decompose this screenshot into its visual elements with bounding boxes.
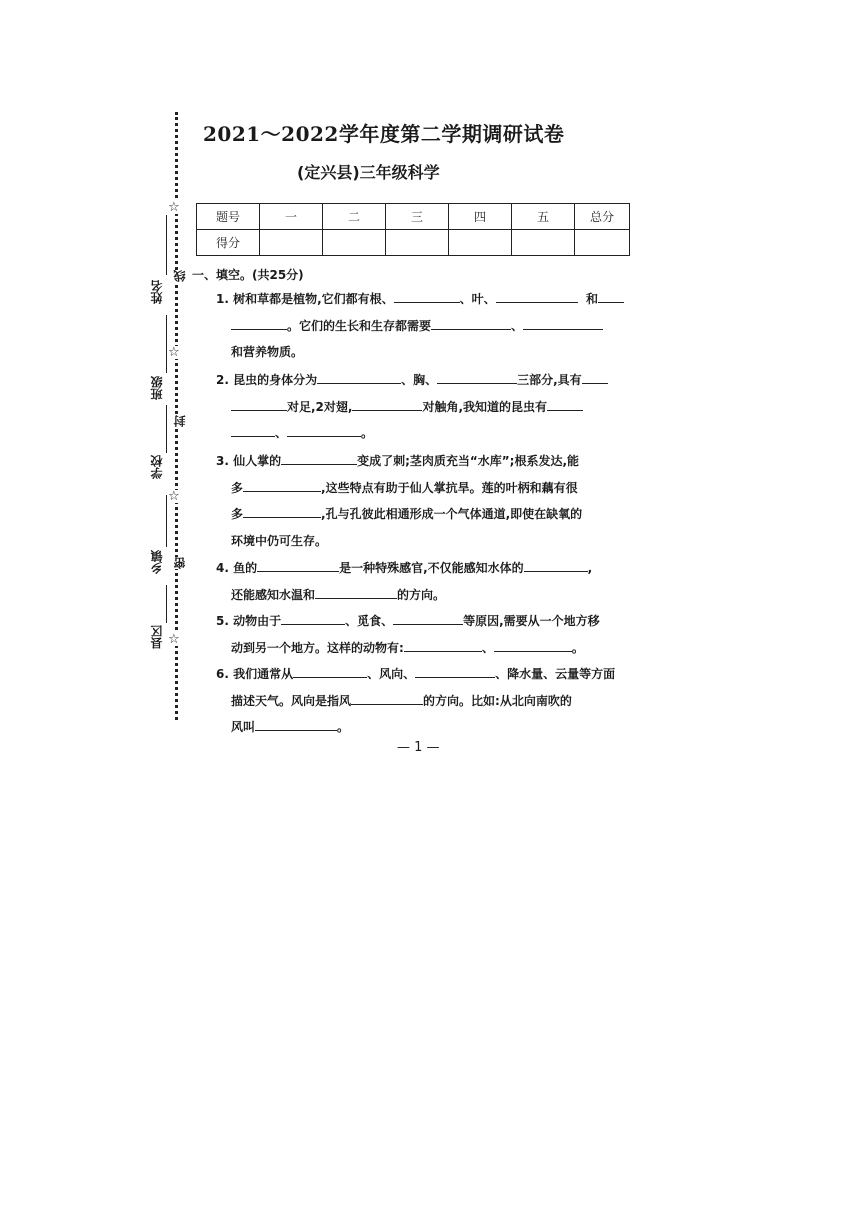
table-cell: 五 xyxy=(512,204,575,230)
answer-blank[interactable] xyxy=(231,315,287,330)
score-table-header-row xyxy=(197,204,630,230)
question-text: 、叶、 xyxy=(459,292,496,306)
answer-blank[interactable] xyxy=(404,637,482,652)
table-cell: 一 xyxy=(260,204,323,230)
school-label: 学校 xyxy=(150,455,164,479)
question-4 xyxy=(216,555,632,608)
answer-blank[interactable] xyxy=(243,503,321,518)
question-text: 2. 昆虫的身体分为 xyxy=(216,373,318,387)
answer-blank[interactable] xyxy=(231,396,287,411)
question-text: 、降水量、云量等方面 xyxy=(495,667,616,681)
seal-char-mi: 密 xyxy=(173,557,187,569)
star-icon: ☆ xyxy=(168,345,180,360)
table-cell: 二 xyxy=(323,204,386,230)
question-text: 4. 鱼的 xyxy=(216,561,258,575)
question-text: 。它们的生长和生存都需要 xyxy=(287,318,432,333)
score-cell[interactable] xyxy=(449,230,512,256)
exam-title: 2021～2022学年度第二学期调研试卷 xyxy=(203,122,565,146)
question-text: 多 xyxy=(231,480,244,495)
answer-blank[interactable] xyxy=(281,610,345,625)
score-cell[interactable] xyxy=(512,230,575,256)
score-cell[interactable] xyxy=(575,230,630,256)
question-1 xyxy=(216,286,632,366)
class-field[interactable] xyxy=(166,315,167,373)
answer-blank[interactable] xyxy=(394,288,460,303)
question-text: 3. 仙人掌的 xyxy=(216,454,282,468)
answer-blank[interactable] xyxy=(287,422,361,437)
answer-blank[interactable] xyxy=(257,557,339,572)
county-field[interactable] xyxy=(166,585,167,623)
answer-blank[interactable] xyxy=(582,369,608,384)
question-text: 。 xyxy=(361,426,374,440)
answer-blank[interactable] xyxy=(317,369,401,384)
exam-subtitle: (定兴县)三年级科学 xyxy=(297,163,440,182)
table-cell: 三 xyxy=(386,204,449,230)
question-text: 动到另一个地方。这样的动物有: xyxy=(231,640,404,655)
star-icon: ☆ xyxy=(168,632,180,647)
question-text: 风叫 xyxy=(231,720,256,734)
table-cell: 题号 xyxy=(197,204,260,230)
answer-blank[interactable] xyxy=(351,690,423,705)
question-text: 、 xyxy=(511,318,524,333)
answer-blank[interactable] xyxy=(547,396,583,411)
town-field[interactable] xyxy=(166,495,167,547)
school-field[interactable] xyxy=(166,405,167,453)
score-table-score-row xyxy=(197,230,630,256)
answer-blank[interactable] xyxy=(496,288,578,303)
answer-blank[interactable] xyxy=(281,450,357,465)
answer-blank[interactable] xyxy=(523,315,603,330)
question-5 xyxy=(216,608,632,661)
star-icon: ☆ xyxy=(168,489,180,504)
answer-blank[interactable] xyxy=(494,637,572,652)
question-text: 描述天气。风向是指风 xyxy=(231,693,352,708)
question-text: 6. 我们通常从 xyxy=(216,667,294,681)
question-text: 。 xyxy=(571,640,584,655)
question-text: ,孔与孔彼此相通形成一个气体通道,即使在缺氧的 xyxy=(321,507,583,521)
score-cell[interactable] xyxy=(323,230,386,256)
question-text: 三部分,具有 xyxy=(517,373,582,387)
question-text: 、觅食、 xyxy=(345,614,394,628)
score-cell[interactable] xyxy=(260,230,323,256)
page-number: — 1 — xyxy=(397,740,440,755)
answer-blank[interactable] xyxy=(415,663,495,678)
answer-blank[interactable] xyxy=(431,315,511,330)
county-label: 县区 xyxy=(150,625,164,649)
score-cell[interactable] xyxy=(386,230,449,256)
question-text: 。 xyxy=(337,720,350,734)
question-text: 的方向。比如:从北向南吹的 xyxy=(423,693,572,708)
table-cell: 得分 xyxy=(197,230,260,256)
question-text: 、 xyxy=(275,426,288,440)
answer-blank[interactable] xyxy=(352,396,422,411)
question-6 xyxy=(216,661,632,741)
question-text: 、胸、 xyxy=(401,373,438,387)
answer-blank[interactable] xyxy=(293,663,367,678)
score-table xyxy=(196,203,630,256)
question-3 xyxy=(216,448,632,554)
name-label: 姓名 xyxy=(150,280,164,304)
answer-blank[interactable] xyxy=(231,422,275,437)
question-text: 对足,2对翅, xyxy=(287,399,353,414)
question-text: 还能感知水温和 xyxy=(231,587,316,602)
question-text: 对触角,我知道的昆虫有 xyxy=(422,399,548,414)
answer-blank[interactable] xyxy=(315,584,397,599)
class-label: 班级 xyxy=(150,376,164,400)
question-text: 和 xyxy=(586,292,599,306)
name-field[interactable] xyxy=(166,215,167,275)
question-text: ,这些特点有助于仙人掌抗旱。莲的叶柄和藕有很 xyxy=(321,480,578,495)
question-text: 变成了刺;茎肉质充当“水库”;根系发达,能 xyxy=(357,454,580,468)
question-text: 5. 动物由于 xyxy=(216,614,282,628)
answer-blank[interactable] xyxy=(255,716,337,731)
answer-blank[interactable] xyxy=(243,477,321,492)
seal-char-feng: 封 xyxy=(173,415,187,427)
table-cell: 四 xyxy=(449,204,512,230)
question-text: 多 xyxy=(231,507,244,521)
question-text: 和营养物质。 xyxy=(231,345,304,359)
answer-blank[interactable] xyxy=(524,557,588,572)
answer-blank[interactable] xyxy=(437,369,517,384)
question-text: 等原因,需要从一个地方移 xyxy=(463,614,600,628)
seal-char-xian: 线 xyxy=(173,270,187,282)
question-text: , xyxy=(587,561,593,575)
answer-blank[interactable] xyxy=(393,610,463,625)
star-icon: ☆ xyxy=(168,200,180,215)
table-cell: 总分 xyxy=(575,204,630,230)
question-text: 、风向、 xyxy=(367,667,416,681)
town-label: 乡镇 xyxy=(150,550,164,574)
question-text: 的方向。 xyxy=(397,587,446,602)
question-2 xyxy=(216,367,632,447)
question-text: 是一种特殊感官,不仅能感知水体的 xyxy=(339,561,524,575)
section-heading: 一、填空。(共25分) xyxy=(192,268,304,282)
question-text: 环境中仍可生存。 xyxy=(231,533,328,548)
answer-blank[interactable] xyxy=(598,288,624,303)
question-text: 1. 树和草都是植物,它们都有根、 xyxy=(216,292,394,306)
question-text: 、 xyxy=(481,640,494,655)
